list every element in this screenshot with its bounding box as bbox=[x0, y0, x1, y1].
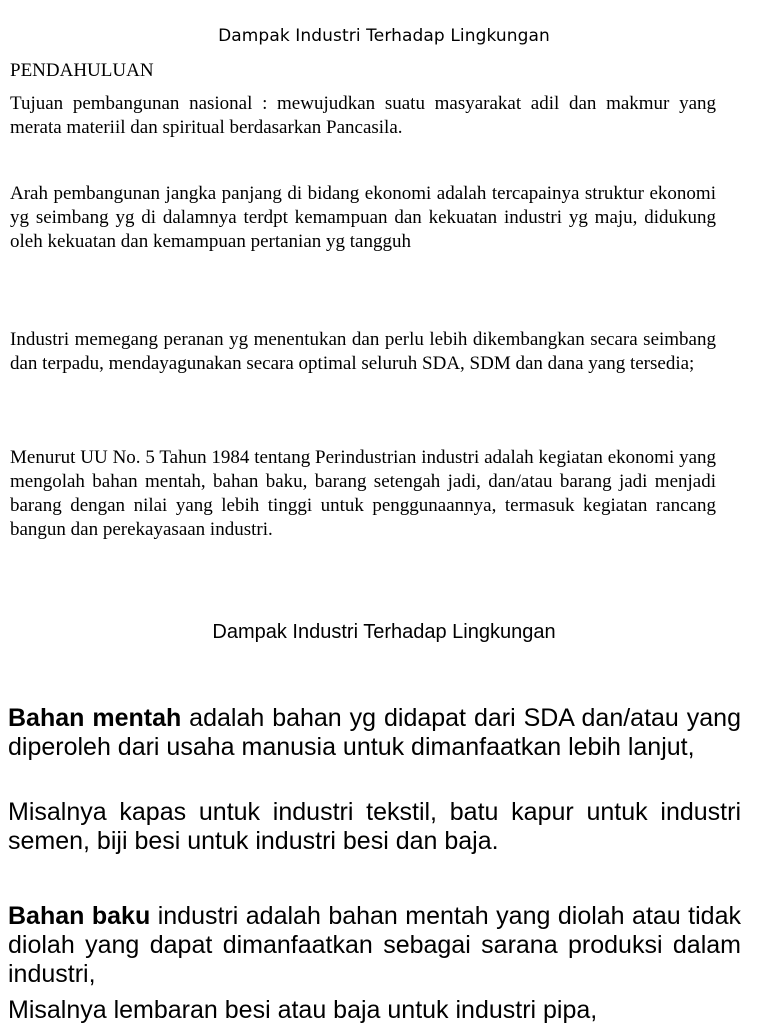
slide2-title: Dampak Industri Terhadap Lingkungan bbox=[212, 621, 556, 643]
example-bahan-baku: Misalnya lembaran besi atau baja untuk industri pipa, bbox=[8, 996, 598, 1024]
example-bahan-mentah: Misalnya kapas untuk industri tekstil, batu kapur untuk industri semen, biji besi untuk industri besi dan baja. bbox=[8, 798, 741, 855]
section-heading: PENDAHULUAN bbox=[10, 60, 154, 81]
term-bahan-mentah: Bahan mentah bbox=[8, 704, 182, 732]
slide-title: Dampak Industri Terhadap Lingkungan bbox=[218, 26, 550, 46]
paragraph-peranan: Industri memegang peranan yg menentukan dan perlu lebih dikembangkan secara seimbang dan terpadu, mendayagunakan secara optimal seluruh SDA, SDM dan dana yang tersedia; bbox=[10, 329, 716, 374]
paragraph-definisi-uu: Menurut UU No. 5 Tahun 1984 tentang Perindustrian industri adalah kegiatan ekonomi yang mengolah bahan mentah, bahan baku, barang setengah jadi, dan/atau barang jadi menjadi barang dengan nilai yang lebih tinggi untuk penggunaannya, termasuk kegiatan rancang bangun dan perekayasaan industri. bbox=[10, 447, 716, 540]
definition-text: industri adalah bahan mentah yang diolah atau tidak diolah yang dapat dimanfaatkan sebagai sarana produksi dalam industri, bbox=[8, 902, 741, 988]
definition-bahan-baku bbox=[8, 902, 741, 989]
definition-bahan-mentah bbox=[8, 704, 741, 762]
paragraph-arah: Arah pembangunan jangka panjang di bidang ekonomi adalah tercapainya struktur ekonomi yg seimbang yg di dalamnya terdpt kemampuan dan kekuatan industri yg maju, didukung oleh kekuatan dan kemampuan pertanian yg tangguh bbox=[10, 183, 716, 252]
paragraph-tujuan: Tujuan pembangunan nasional : mewujudkan suatu masyarakat adil dan makmur yang merata materiil dan spiritual berdasarkan Pancasila. bbox=[10, 93, 716, 138]
term-bahan-baku: Bahan baku bbox=[8, 902, 151, 930]
definition-text: adalah bahan yg didapat dari SDA dan/atau yang diperoleh dari usaha manusia untuk dimanfaatkan lebih lanjut, bbox=[8, 704, 741, 761]
